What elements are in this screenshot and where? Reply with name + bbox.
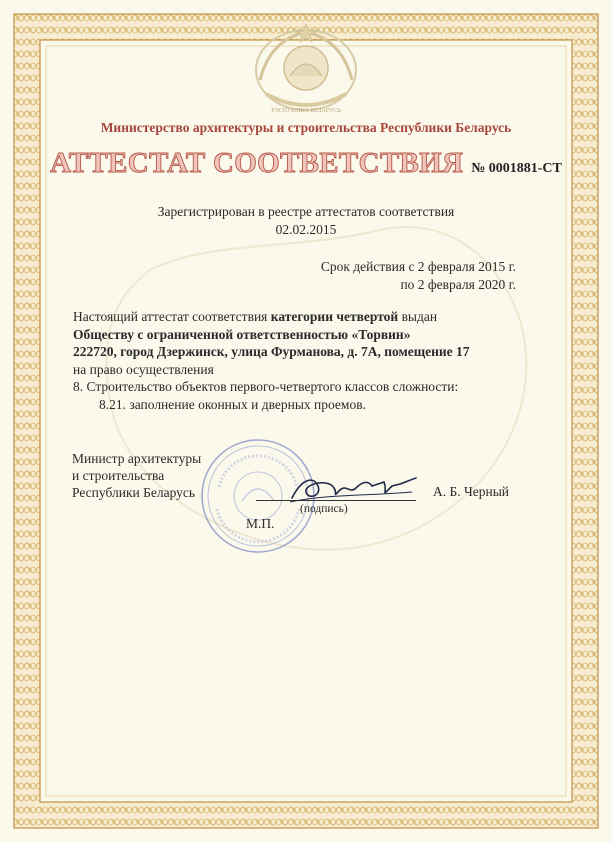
- signer-name: А. Б. Черный: [433, 484, 510, 499]
- category: категории четвертой: [270, 309, 399, 324]
- svg-text:РЭСПУБЛІКА БЕЛАРУСЬ: РЭСПУБЛІКА БЕЛАРУСЬ: [271, 108, 341, 114]
- validity-to: по 2 февраля 2020 г.: [400, 277, 516, 292]
- intro-suffix: выдан: [398, 309, 438, 324]
- company-name: Обществу с ограниченной ответственностью «Торвин»: [73, 326, 411, 342]
- position-line-2: и строительства: [72, 468, 165, 483]
- right-line: на право осуществления: [73, 361, 214, 377]
- certificate-body: [73, 308, 543, 413]
- position-line-1: Министр архитектуры: [72, 451, 202, 466]
- stamp-place-label: М.П.: [246, 516, 275, 531]
- company-address: 222720, город Дзержинск, улица Фурманова, д. 7А, помещение 17: [73, 344, 470, 359]
- signature-caption: (подпись): [300, 503, 348, 515]
- registration-info: [0, 203, 612, 239]
- intro-prefix: Настоящий аттестат соответствия: [73, 309, 271, 324]
- handwritten-signature: [288, 472, 420, 506]
- registration-date: 02.02.2015: [275, 222, 337, 237]
- certificate-number: № 0001881-СТ: [471, 161, 562, 176]
- validity-from: Срок действия с 2 февраля 2015 г.: [320, 259, 516, 274]
- state-emblem-icon: [250, 20, 362, 118]
- registration-line: Зарегистрирован в реестре аттестатов соответствия: [157, 204, 455, 219]
- validity-period: [321, 258, 516, 294]
- position-line-3: Республики Беларусь: [72, 485, 196, 500]
- certificate-title: АТТЕСТАТ СООТВЕТСТВИЯ: [50, 147, 464, 179]
- ministry-name: Министерство архитектуры и строительства Республики Беларусь: [100, 120, 512, 135]
- intro-line: [73, 308, 543, 326]
- activity-item: 8. Строительство объектов первого-четвертого классов сложности:: [73, 379, 459, 394]
- signatory-position: [72, 450, 201, 501]
- sub-activity-item: 8.21. заполнение оконных и дверных проемов.: [99, 396, 366, 412]
- title-row: [0, 147, 612, 180]
